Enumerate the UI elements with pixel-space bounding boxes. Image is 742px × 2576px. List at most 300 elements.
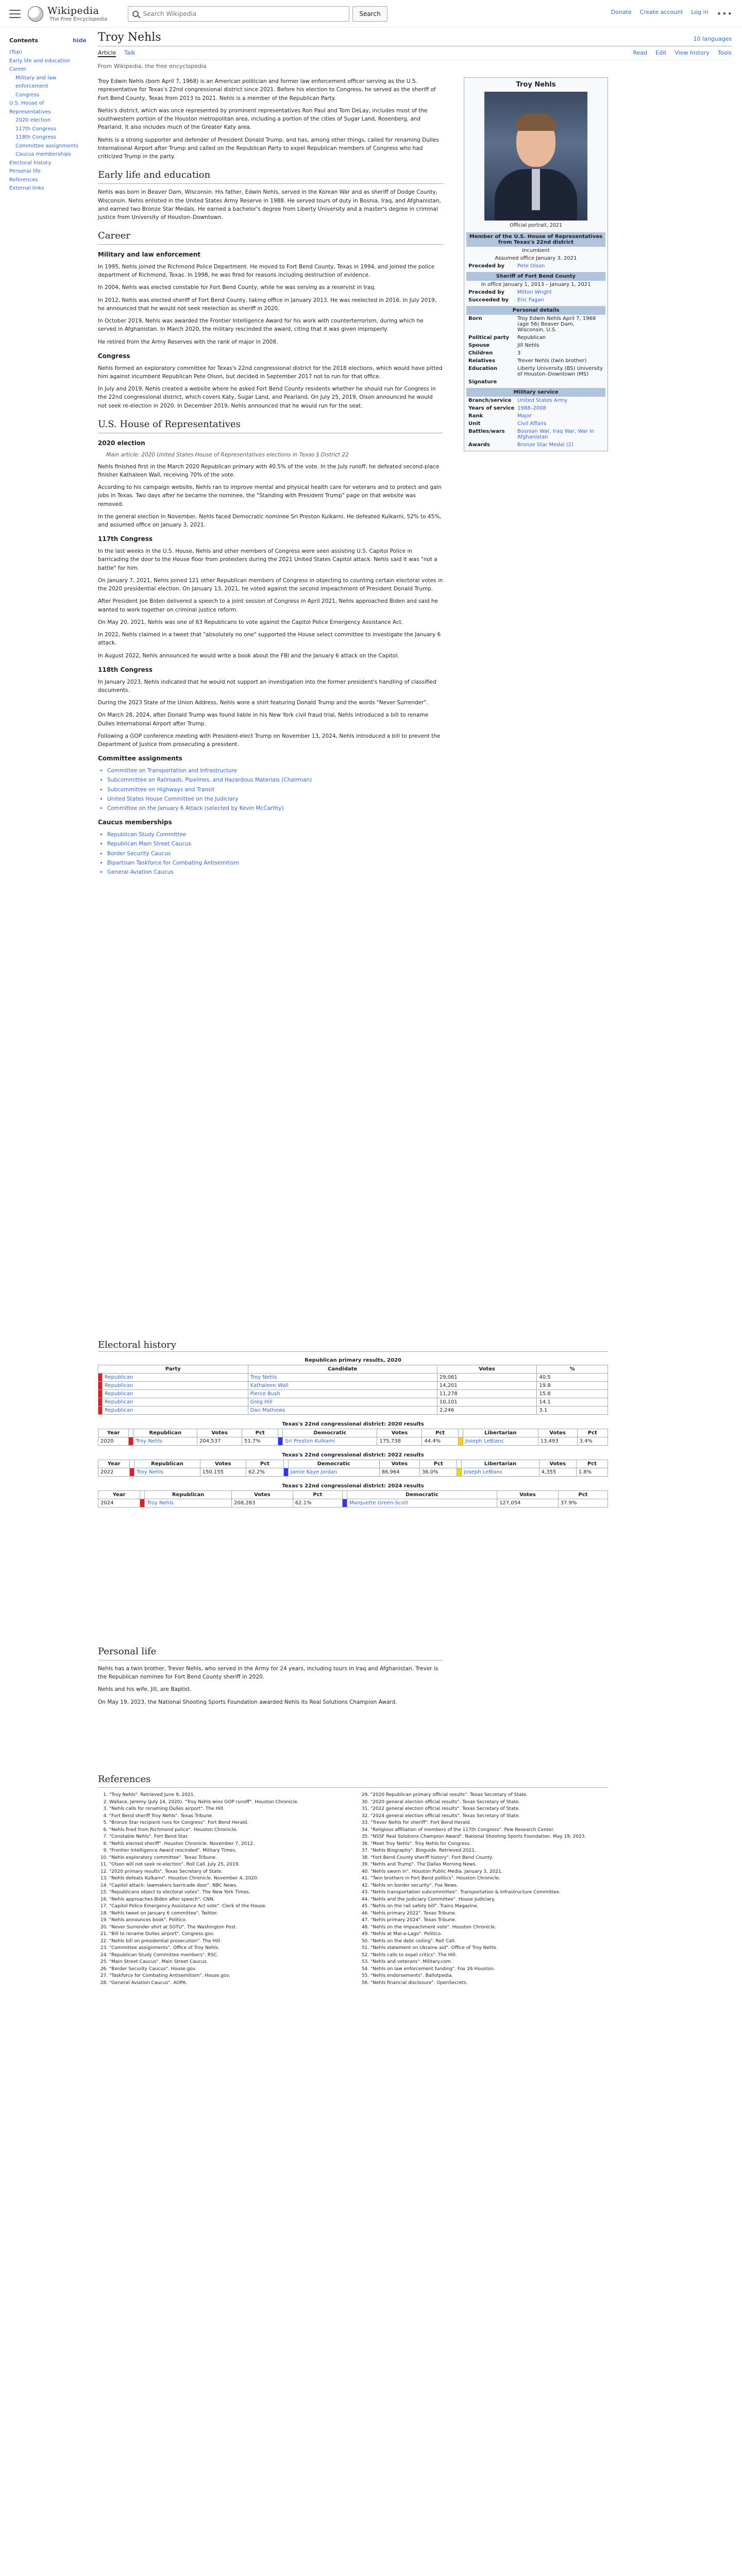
committee-item[interactable]: • Subcommittee on Highways and Transit	[107, 786, 443, 794]
pct-cell: 1.8%	[576, 1468, 608, 1477]
personal-life-section	[98, 1638, 443, 1710]
reference-item[interactable]: 8. "Nehls elected sheriff". Houston Chronicle. November 7, 2012.	[109, 1841, 347, 1848]
subsection-heading-congress: Congress	[98, 352, 130, 360]
c118-paragraph: During the 2023 State of the Union Address, Nehls wore a shirt featuring Donald Trump and the words "Never Surrender".	[98, 700, 428, 706]
table-header-cell: Libertarian	[463, 1429, 538, 1437]
toc-item[interactable]: Career	[9, 66, 27, 73]
search-button[interactable]: Search	[352, 6, 387, 22]
table-header-cell: Democratic	[288, 1460, 379, 1468]
table-header-cell: Democratic	[347, 1491, 497, 1499]
reference-item[interactable]: 4. "Fort Bend sheriff Troy Nehls". Texas Tribune.	[109, 1813, 347, 1820]
search-input[interactable]	[128, 6, 349, 22]
party-cell[interactable]: Republican	[103, 1374, 248, 1382]
infobox-row	[466, 365, 605, 378]
committee-item[interactable]: • Committee on the January 6 Attack (selected by Kevin McCarthy)	[107, 804, 443, 812]
table-row	[98, 1382, 608, 1390]
year-cell: 2024	[98, 1499, 140, 1507]
candidate-cell[interactable]: Troy Nehls	[248, 1374, 437, 1382]
reference-item[interactable]: 28. "General Aviation Caucus". AOPA.	[109, 1980, 347, 1987]
reference-item[interactable]: 30. "2020 general election official results". Texas Secretary of State.	[370, 1799, 608, 1806]
pct-cell: 3.4%	[577, 1437, 608, 1446]
reference-item[interactable]: 47. "Nehls primary 2024". Texas Tribune.	[370, 1917, 608, 1924]
reference-item[interactable]: 22. "Nehls bill on presidential prosecution". The Hill.	[109, 1938, 347, 1945]
votes-cell: 86,964	[379, 1468, 419, 1477]
reference-item[interactable]: 15. "Republicans object to electoral votes". The New York Times.	[109, 1889, 347, 1896]
table-header-cell: Year	[98, 1429, 129, 1437]
table-row	[98, 1398, 608, 1406]
reference-item[interactable]: 40. "Nehls sworn in". Houston Public Media. January 3, 2021.	[370, 1869, 608, 1876]
general-results-table	[98, 1420, 608, 1446]
reference-item[interactable]: 2. Wallace, Jeremy (July 14, 2020). "Troy Nehls wins GOP runoff". Houston Chronicle.	[109, 1799, 347, 1806]
votes-cell: 175,738	[377, 1437, 422, 1446]
reference-item[interactable]: 50. "Nehls on the debt ceiling". Roll Call.	[370, 1938, 608, 1945]
sheriff-preceded-label: Preceded by	[468, 290, 505, 295]
reference-item[interactable]: 9. "Frontier Intelligence Award rescinded". Military Times.	[109, 1848, 347, 1855]
table-header-cell	[283, 1460, 288, 1468]
table-header-cell: Year	[98, 1460, 130, 1468]
tab-edit[interactable]: Edit	[655, 49, 667, 56]
reference-item[interactable]: 38. "Fort Bend County sheriff history". Fort Bend County.	[370, 1855, 608, 1862]
party-color-swatch	[342, 1499, 347, 1507]
login-link[interactable]: Log in	[691, 9, 709, 15]
infobox-row	[466, 342, 605, 349]
reference-item[interactable]: 5. "Bronze Star recipient runs for Congress". Fort Bend Herald.	[109, 1820, 347, 1827]
candidate-cell[interactable]: Troy Nehls	[145, 1499, 232, 1507]
subsection-heading-committees: Committee assignments	[98, 755, 182, 762]
table-header-cell: Votes	[200, 1460, 246, 1468]
infobox-row	[466, 420, 605, 428]
table-header-cell: Pct	[419, 1460, 457, 1468]
reference-item[interactable]: 54. "Nehls on law enforcement funding". Fox 26 Houston.	[370, 1966, 608, 1973]
tab-article[interactable]: Article	[98, 49, 116, 56]
toc-item[interactable]: Electoral history	[9, 160, 52, 166]
pct-cell: 15.8	[537, 1390, 608, 1398]
reference-item[interactable]: 16. "Nehls approaches Biden after speech". CNN.	[109, 1896, 347, 1904]
infobox-value[interactable]: 1988–2008	[517, 405, 546, 411]
reference-item[interactable]: 23. "Committee assignments". Office of Troy Nehls.	[109, 1945, 347, 1952]
reference-item[interactable]: 29. "2020 Republican primary official results". Texas Secretary of State.	[370, 1792, 608, 1799]
toc-item[interactable]: 117th Congress	[15, 126, 56, 132]
col-candidate: Candidate	[248, 1365, 437, 1374]
votes-cell: 10,101	[437, 1398, 537, 1406]
sheriff-preceded-value[interactable]: Milton Wright	[517, 290, 552, 295]
tab-read[interactable]: Read	[633, 49, 648, 56]
tab-view-history[interactable]: View history	[674, 49, 710, 56]
reference-columns	[98, 1792, 608, 1987]
table-header-cell	[278, 1429, 283, 1437]
reference-item[interactable]: 7. "Constable Nehls". Fort Bend Star.	[109, 1834, 347, 1841]
infobox-label: Spouse	[468, 343, 490, 348]
infobox-row	[466, 349, 605, 357]
subsection-heading-2020-election: 2020 election	[98, 439, 145, 447]
table-header-cell	[457, 1460, 462, 1468]
reference-item[interactable]: 45. "Nehls on the rail safety bill". Trains Magazine.	[370, 1903, 608, 1910]
reference-item[interactable]: 49. "Nehls at Mar-a-Lago". Politico.	[370, 1931, 608, 1938]
reference-item[interactable]: 31. "2022 general election official results". Texas Secretary of State.	[370, 1806, 608, 1813]
party-color-swatch	[98, 1390, 103, 1398]
intro-paragraph: Nehls's district, which was once represented by prominent representatives Ron Paul and Tom DeLay, includes most of the southwestern portion of the Houston metropolitan area, including a portion of the cities of Sugar Land, Rosenberg, and Pearland. It also includes much of the Greater Katy area.	[98, 107, 428, 131]
infobox-label: Awards	[468, 442, 490, 448]
c118-paragraph: On March 28, 2024, after Donald Trump was found liable in his New York civil fraud trial, Nehls introduced a bill to rename Dulles International Airport after Trump.	[98, 712, 429, 727]
reference-item[interactable]: 10. "Nehls exploratory committee". Texas Tribune.	[109, 1855, 347, 1862]
wordmark-group[interactable]	[47, 5, 107, 22]
infobox-value: Jill Nehls	[517, 343, 539, 348]
reference-item[interactable]: 35. "NSSF Real Solutions Champion Award". National Shooting Sports Foundation. May 19, 2023.	[370, 1834, 608, 1841]
intro-paragraph: Troy Edwin Nehls (born April 7, 1968) is an American politician and former law enforcement officer serving as the U.S. representative for Texas's 22nd congressional district since 2021. Before his election to Congress, he served as the sheriff of Fort Bend County, Texas from 2013 to 2021. Nehls is a member of the Republican Party.	[98, 78, 436, 101]
general-results	[98, 1420, 608, 1507]
page-title: Troy Nehls	[98, 31, 161, 44]
pct-cell: 44.4%	[422, 1437, 458, 1446]
table-of-contents	[9, 36, 87, 193]
votes-cell: 13,493	[538, 1437, 577, 1446]
toc-list	[9, 48, 87, 193]
official-portrait[interactable]	[484, 92, 587, 221]
caucus-item[interactable]: • Republican Main Street Caucus	[107, 840, 443, 848]
reference-item[interactable]: 27. "Taskforce for Combating Antisemitism". House.gov.	[109, 1973, 347, 1980]
party-color-swatch	[140, 1499, 145, 1507]
reference-item[interactable]: 11. "Olson will not seek re-election". Roll Call. July 25, 2019.	[109, 1861, 347, 1869]
table-header-cell: Libertarian	[462, 1460, 539, 1468]
reference-item[interactable]: 1. "Troy Nehls". Retrieved June 9, 2021.	[109, 1792, 347, 1799]
election-paragraph: According to his campaign website, Nehls ran to improve mental and physical health care for veterans and to protect and gain jobs in Texas. Two days after he became the nominee, the "Standing with President Trump" page on that website was removed.	[98, 484, 442, 507]
portrait-caption: Official portrait, 2021	[510, 223, 562, 228]
votes-cell: 208,283	[232, 1499, 293, 1507]
reference-item[interactable]: 46. "Nehls primary 2022". Texas Tribune.	[370, 1910, 608, 1918]
search-icon	[132, 11, 139, 17]
page-title-bar	[98, 31, 732, 46]
infobox-row	[466, 378, 605, 386]
reference-item[interactable]: 39. "Nehls and Trump". The Dallas Morning News.	[370, 1861, 608, 1869]
toc-item[interactable]: Committee assignments	[15, 143, 79, 149]
table-row	[98, 1374, 608, 1382]
party-color-swatch	[278, 1437, 283, 1446]
military-paragraph: In 1995, Nehls joined the Richmond Police Department. He moved to Fort Bend County, Texas in 1994, and joined the police department of Richmond, Texas. In 1998, he was fired for reasons including destruction of evidence.	[98, 263, 435, 279]
table-header-cell: Democratic	[283, 1429, 377, 1437]
general-results-table	[98, 1482, 608, 1507]
general-caption: Texas's 22nd congressional district: 2020 results	[282, 1421, 424, 1427]
reference-item[interactable]: 25. "Main Street Caucus". Main Street Caucus.	[109, 1959, 347, 1966]
toc-hide-button[interactable]: hide	[73, 37, 87, 44]
tab-talk[interactable]: Talk	[124, 49, 136, 56]
site-header	[0, 0, 742, 28]
candidate-cell[interactable]: Troy Nehls	[134, 1468, 200, 1477]
candidate-cell[interactable]: Sri Preston Kulkarni	[283, 1437, 377, 1446]
election-paragraph: Nehls finished first in the March 2020 Republican primary with 40.5% of the vote. In the July runoff, he defeated second-place finisher Kathaleen Wall, receiving 70% of the vote.	[98, 463, 440, 478]
table-row	[98, 1468, 608, 1477]
reference-item[interactable]: 32. "2024 general election official results". Texas Secretary of State.	[370, 1813, 608, 1820]
pct-cell: 51.7%	[242, 1437, 278, 1446]
main-menu-icon[interactable]	[9, 10, 21, 18]
votes-cell: 11,278	[437, 1390, 537, 1398]
committee-item[interactable]: • Subcommittee on Railroads, Pipelines, and Hazardous Materials (Chairman)	[107, 776, 443, 784]
reference-item[interactable]: 6. "Nehls fired from Richmond police". Houston Chronicle.	[109, 1827, 347, 1834]
reference-item[interactable]: 53. "Nehls and veterans". Military.com.	[370, 1959, 608, 1966]
pct-cell: 62.1%	[293, 1499, 342, 1507]
donate-link[interactable]: Donate	[611, 9, 632, 15]
military-details	[466, 397, 605, 449]
toc-item[interactable]: (Top)	[9, 49, 22, 56]
party-color-swatch	[98, 1398, 103, 1406]
toc-item[interactable]: References	[9, 177, 38, 183]
preceded-by-value[interactable]: Pete Olson	[517, 263, 545, 269]
infobox-label: Rank	[468, 413, 483, 419]
year-cell: 2020	[98, 1437, 129, 1446]
page-tabs	[98, 49, 732, 60]
sheriff-succeeded-label: Succeeded by	[468, 297, 509, 303]
personal-details-heading: Personal details	[466, 306, 605, 315]
table-header-cell: Votes	[377, 1429, 422, 1437]
reference-item[interactable]: 13. "Nehls defeats Kulkarni". Houston Chronicle. November 4, 2020.	[109, 1875, 347, 1883]
pct-cell: 14.1	[537, 1398, 608, 1406]
committee-item[interactable]: • United States House Committee on the Judiciary	[107, 795, 443, 803]
incumbent-label: Incumbent	[522, 248, 550, 253]
section-heading-personal-life: Personal life	[98, 1645, 443, 1660]
reference-item[interactable]: 42. "Nehls on border security". Fox News.	[370, 1883, 608, 1890]
congress-paragraph: In July and 2019, Nehls created a website where he asked Fort Bend County residents whether he should run for Congress in the 22nd congressional district, which covers Katy, Sugar Land, and Pearland. On July 25, 2019, Olson announced he would not seek re-election in 2020. In December 2019, Nehls announced that he would run for the seat.	[98, 386, 436, 409]
subsection-heading-118th: 118th Congress	[98, 666, 153, 673]
language-selector[interactable]: 10 languages	[693, 36, 732, 42]
candidate-cell[interactable]: Jamie Kaye Jordan	[288, 1468, 379, 1477]
personal-paragraph: Nehls has a twin brother, Trever Nehls, who served in the Army for 24 years, including tours in Iraq and Afghanistan. Trever is the Republican nominee for Fort Bend County sheriff in 2020.	[98, 1665, 439, 1681]
preceded-by-label: Preceded by	[468, 263, 505, 269]
infobox-label: Years of service	[468, 405, 515, 411]
table-header-cell: Republican	[145, 1491, 232, 1499]
c117-paragraph: In August 2022, Nehls announced he would write a book about the FBI and the January 6 attack on the Capitol.	[98, 652, 399, 659]
party-cell[interactable]: Republican	[103, 1382, 248, 1390]
subsection-heading-117th: 117th Congress	[98, 535, 153, 543]
personal-paragraph: On May 19, 2023, the National Shooting Sports Foundation awarded Nehls its Real Solutions Champion Award.	[98, 1699, 397, 1705]
infobox-label: Signature	[468, 379, 497, 385]
table-header-cell: Votes	[232, 1491, 293, 1499]
votes-cell: 127,054	[497, 1499, 559, 1507]
table-header-cell: Votes	[497, 1491, 559, 1499]
table-row	[98, 1437, 608, 1446]
committee-list	[98, 767, 443, 812]
reference-item[interactable]: 56. "Nehls financial disclosure". OpenSecrets.	[370, 1980, 608, 1987]
reference-item[interactable]: 43. "Nehls transportation subcommittee". Transportation & Infrastructure Committee.	[370, 1889, 608, 1896]
general-caption: Texas's 22nd congressional district: 2024 results	[282, 1483, 424, 1489]
candidate-cell[interactable]: Joseph LeBlanc	[463, 1437, 538, 1446]
personal-tools	[611, 9, 733, 19]
reference-item[interactable]: 48. "Nehls on the impeachment vote". Houston Chronicle.	[370, 1924, 608, 1931]
reference-item[interactable]: 34. "Religious affiliation of members of the 117th Congress". Pew Research Center.	[370, 1827, 608, 1834]
candidate-cell[interactable]: Joseph LeBlanc	[462, 1468, 539, 1477]
section-heading-electoral-history: Electoral history	[98, 1340, 608, 1352]
toc-item[interactable]: U.S. House of Representatives	[9, 100, 51, 115]
c117-paragraph: On January 7, 2021, Nehls joined 121 other Republican members of Congress in objecting to counting certain electoral votes in the 2020 presidential election. On January 13, 2021, he voted against the second impeachment of President Donald Trump.	[98, 577, 443, 592]
reference-item[interactable]: 24. "Republican Study Committee members". RSC.	[109, 1952, 347, 1959]
electoral-history	[98, 1340, 608, 1513]
congress-paragraph: Nehls formed an exploratory committee for Texas's 22nd congressional district for the 2018 elections, which would have pitted him against incumbent Republican Pete Olson, but decided in September 2017 not to run for that office.	[98, 365, 443, 380]
infobox-label: Education	[468, 366, 497, 371]
party-color-swatch	[457, 1468, 462, 1477]
infobox-row	[466, 357, 605, 365]
table-header-cell: Votes	[197, 1429, 242, 1437]
general-caption: Texas's 22nd congressional district: 2022 results	[282, 1452, 424, 1458]
c117-paragraph: On May 20, 2021, Nehls was one of 63 Republicans to vote against the Capitol Police Emergency Assistance Act.	[98, 619, 403, 625]
office-heading[interactable]: Member of the U.S. House of Representatives from Texas's 22nd district	[466, 232, 605, 247]
infobox-row	[466, 428, 605, 441]
toc-item[interactable]: External links	[9, 185, 44, 192]
c118-paragraph: In January 2023, Nehls indicated that he would not support an investigation into the former president's handling of classified documents.	[98, 679, 436, 693]
wikipedia-logo-icon[interactable]	[28, 6, 43, 22]
military-paragraph: In 2012, Nehls was elected sheriff of Fort Bend County, taking office in January 2013. He was reelected in 2016. In July 2019, he announced that he would not seek reelection as sheriff in 2020.	[98, 297, 437, 312]
infobox-row	[466, 334, 605, 342]
table-header-cell: Pct	[558, 1491, 608, 1499]
votes-cell: 2,246	[437, 1406, 537, 1415]
infobox-value: Liberty University (BS) University of Houston–Downtown (MS)	[517, 366, 603, 377]
main-article-hatnote[interactable]: Main article: 2020 United States House of Representatives elections in Texas § District 22	[106, 452, 349, 459]
infobox-value: Troy Edwin Nehls April 7, 1968 (age 56) Beaver Dam, Wisconsin, U.S.	[517, 316, 596, 333]
col-pct: %	[537, 1365, 608, 1374]
candidate-cell[interactable]: Greg Hill	[248, 1398, 437, 1406]
table-header-cell: Votes	[539, 1460, 576, 1468]
reference-item[interactable]: 41. "Twin brothers in Fort Bend politics". Houston Chronicle.	[370, 1875, 608, 1883]
infobox-label: Branch/service	[468, 398, 512, 403]
party-color-swatch	[130, 1468, 134, 1477]
table-header-cell: Pct	[576, 1460, 608, 1468]
infobox-value	[517, 379, 603, 385]
reference-list-2	[359, 1792, 608, 1987]
party-color-swatch	[283, 1468, 288, 1477]
infobox-row	[466, 397, 605, 404]
reference-item[interactable]: 3. "Nehls calls for renaming Dulles airport". The Hill.	[109, 1806, 347, 1813]
sheriff-heading[interactable]: Sheriff of Fort Bend County	[466, 272, 605, 281]
pct-cell: 40.5	[537, 1374, 608, 1382]
toc-item[interactable]: Caucus memberships	[15, 151, 71, 158]
toc-item[interactable]: Early life and education	[9, 58, 71, 64]
infobox-value[interactable]: United States Army	[517, 398, 568, 403]
tab-tools[interactable]: Tools	[717, 49, 732, 56]
caucus-item[interactable]: • General Aviation Caucus	[107, 868, 443, 876]
early-life-paragraph: Nehls was born in Beaver Dam, Wisconsin. His father, Edwin Nehls, served in the Korean War and as sheriff of Dodge County, Wisconsin. Nehls enlisted in the United States Army Reserve in 1988. He served tours of duty in Bosnia, Iraq, and Afghanistan, and earned two Bronze Star Medals. He earned a bachelor's degree from Liberty University and a master's degree in criminal justice from University of Houston–Downtown.	[98, 189, 441, 221]
caucus-item[interactable]: • Border Security Caucus	[107, 850, 443, 858]
infobox	[464, 77, 608, 451]
create-account-link[interactable]: Create account	[639, 9, 683, 15]
infobox-value: Trever Nehls (twin brother)	[517, 358, 587, 364]
table-row	[98, 1390, 608, 1398]
table-header-cell: Votes	[538, 1429, 577, 1437]
candidate-cell[interactable]: Kathaleen Wall	[248, 1382, 437, 1390]
party-cell[interactable]: Republican	[103, 1398, 248, 1406]
caucus-item[interactable]: • Bipartisan Taskforce for Combating Antisemitism	[107, 859, 443, 867]
reference-item[interactable]: 19. "Nehls announces book". Politico.	[109, 1917, 347, 1924]
toc-item[interactable]: Congress	[15, 92, 40, 98]
infobox-value[interactable]: Bronze Star Medal (2)	[517, 442, 574, 448]
more-options-icon[interactable]: •••	[716, 9, 733, 19]
infobox-row	[466, 412, 605, 420]
table-header-cell	[140, 1491, 145, 1499]
reference-item[interactable]: 37. "Nehls Biography". Bioguide. Retrieved 2021.	[370, 1848, 608, 1855]
party-color-swatch	[98, 1406, 103, 1415]
party-color-swatch	[98, 1382, 103, 1390]
article-body	[98, 77, 443, 880]
section-heading-references: References	[98, 1772, 608, 1788]
table-header-cell: Republican	[134, 1460, 200, 1468]
infobox-value[interactable]: Civil Affairs	[517, 421, 547, 427]
section-heading-house: U.S. House of Representatives	[98, 417, 443, 433]
assumed-office: Assumed office January 3, 2021	[495, 256, 577, 261]
infobox-value[interactable]: Major	[517, 413, 532, 419]
votes-cell: 14,201	[437, 1382, 537, 1390]
infobox-label: Political party	[468, 335, 509, 341]
toc-item[interactable]: Personal life	[9, 168, 41, 175]
candidate-cell[interactable]: Troy Nehls	[133, 1437, 197, 1446]
general-results-table	[98, 1451, 608, 1477]
sheriff-succeeded-value[interactable]: Eric Fagan	[517, 297, 544, 303]
section-heading-early-life: Early life and education	[98, 168, 443, 184]
toc-item[interactable]: 118th Congress	[15, 134, 56, 141]
infobox-row	[466, 441, 605, 449]
pct-cell: 3.1	[537, 1406, 608, 1415]
tagline: The Free Encyclopedia	[49, 16, 108, 22]
caucus-item[interactable]: • Republican Study Committee	[107, 831, 443, 839]
reference-item[interactable]: 26. "Border Security Caucus". House.gov.	[109, 1966, 347, 1973]
col-votes: Votes	[437, 1365, 537, 1374]
candidate-cell[interactable]: Marquette Green-Scott	[347, 1499, 497, 1507]
c117-paragraph: In 2022, Nehls claimed in a tweet that "absolutely no one" supported the House select committee to investigate the January 6 attack.	[98, 632, 441, 647]
party-cell[interactable]: Republican	[103, 1390, 248, 1398]
subsection-heading-caucus: Caucus memberships	[98, 819, 172, 826]
infobox-value[interactable]: Bosnian War, Iraq War, War in Afghanistan	[517, 429, 595, 440]
military-paragraph: In 2004, Nehls was elected constable for Fort Bend County, while he was serving as a reservist in Iraq.	[98, 284, 376, 291]
reference-item[interactable]: 12. "2020 primary results". Texas Secretary of State.	[109, 1869, 347, 1876]
table-header-cell: Pct	[246, 1460, 284, 1468]
military-paragraph: In October 2019, Nehls was awarded the Frontier Intelligence Award for his work with counterterrorism, during which he served in Afghanistan. In March 2020, the military rescinded the award, citing that it was given improperly.	[98, 318, 424, 333]
infobox-value: Republican	[517, 335, 546, 341]
subsection-heading-military: Military and law enforcement	[98, 251, 201, 259]
search-placeholder: Search Wikipedia	[143, 10, 196, 18]
reference-item[interactable]: 55. "Nehls endorsements". Ballotpedia.	[370, 1973, 608, 1980]
reference-item[interactable]: 52. "Nehls calls to expel critics". The Hill.	[370, 1952, 608, 1959]
reference-item[interactable]: 17. "Capitol Police Emergency Assistance Act vote". Clerk of the House.	[109, 1903, 347, 1910]
reference-list-1	[98, 1792, 347, 1987]
col-party: Party	[98, 1365, 248, 1374]
votes-cell: 150,155	[200, 1468, 246, 1477]
table-header-row	[98, 1460, 608, 1468]
reference-item[interactable]: 44. "Nehls and the Judiciary Committee". House Judiciary.	[370, 1896, 608, 1904]
party-cell[interactable]: Republican	[103, 1406, 248, 1415]
sheriff-term: In office January 1, 2013 – January 1, 2021	[481, 282, 591, 287]
year-cell: 2022	[98, 1468, 130, 1477]
reference-item[interactable]: 21. "Bill to rename Dulles airport". Congress.gov.	[109, 1931, 347, 1938]
reference-item[interactable]: 14. "Capitol attack: lawmakers barricade door". NBC News.	[109, 1883, 347, 1890]
reference-item[interactable]: 33. "Trever Nehls for sheriff". Fort Bend Herald.	[370, 1820, 608, 1827]
party-color-swatch	[458, 1437, 463, 1446]
intro-paragraph: Nehls is a strong supporter and defender of President Donald Trump, and has, among other things, called for renaming Dulles International Airport after Trump and called on the Republican Party to expel Republican members of Congress who had criticized Trump in the party.	[98, 137, 439, 160]
toc-item[interactable]: Military and law enforcement	[15, 75, 57, 90]
candidate-cell[interactable]: Pierce Bush	[248, 1390, 437, 1398]
military-paragraph: He retired from the Army Reserves with the rank of major in 2008.	[98, 338, 278, 345]
pct-cell: 19.8	[537, 1382, 608, 1390]
table-header-cell: Pct	[422, 1429, 458, 1437]
infobox-label: Unit	[468, 421, 481, 427]
reference-item[interactable]: 20. "Never Surrender shirt at SOTU". The Washington Post.	[109, 1924, 347, 1931]
candidate-cell[interactable]: Dan Mathews	[248, 1406, 437, 1415]
toc-item[interactable]: 2020 election	[15, 117, 51, 124]
infobox-label: Children	[468, 350, 493, 356]
reference-item[interactable]: 18. "Nehls tweet on January 6 committee". Twitter.	[109, 1910, 347, 1918]
primary-results-table	[98, 1356, 608, 1415]
reference-item[interactable]: 36. "Meet Troy Nehls". Troy Nehls for Congress.	[370, 1841, 608, 1848]
pct-cell: 36.0%	[419, 1468, 457, 1477]
table-header-cell: Pct	[293, 1491, 342, 1499]
table-header-cell: Pct	[242, 1429, 278, 1437]
committee-item[interactable]: • Committee on Transportation and Infrastructure	[107, 767, 443, 775]
pct-cell: 37.9%	[558, 1499, 608, 1507]
infobox-name: Troy Nehls	[516, 81, 556, 89]
reference-item[interactable]: 51. "Nehls statement on Ukraine aid". Office of Troy Nehls.	[370, 1945, 608, 1952]
